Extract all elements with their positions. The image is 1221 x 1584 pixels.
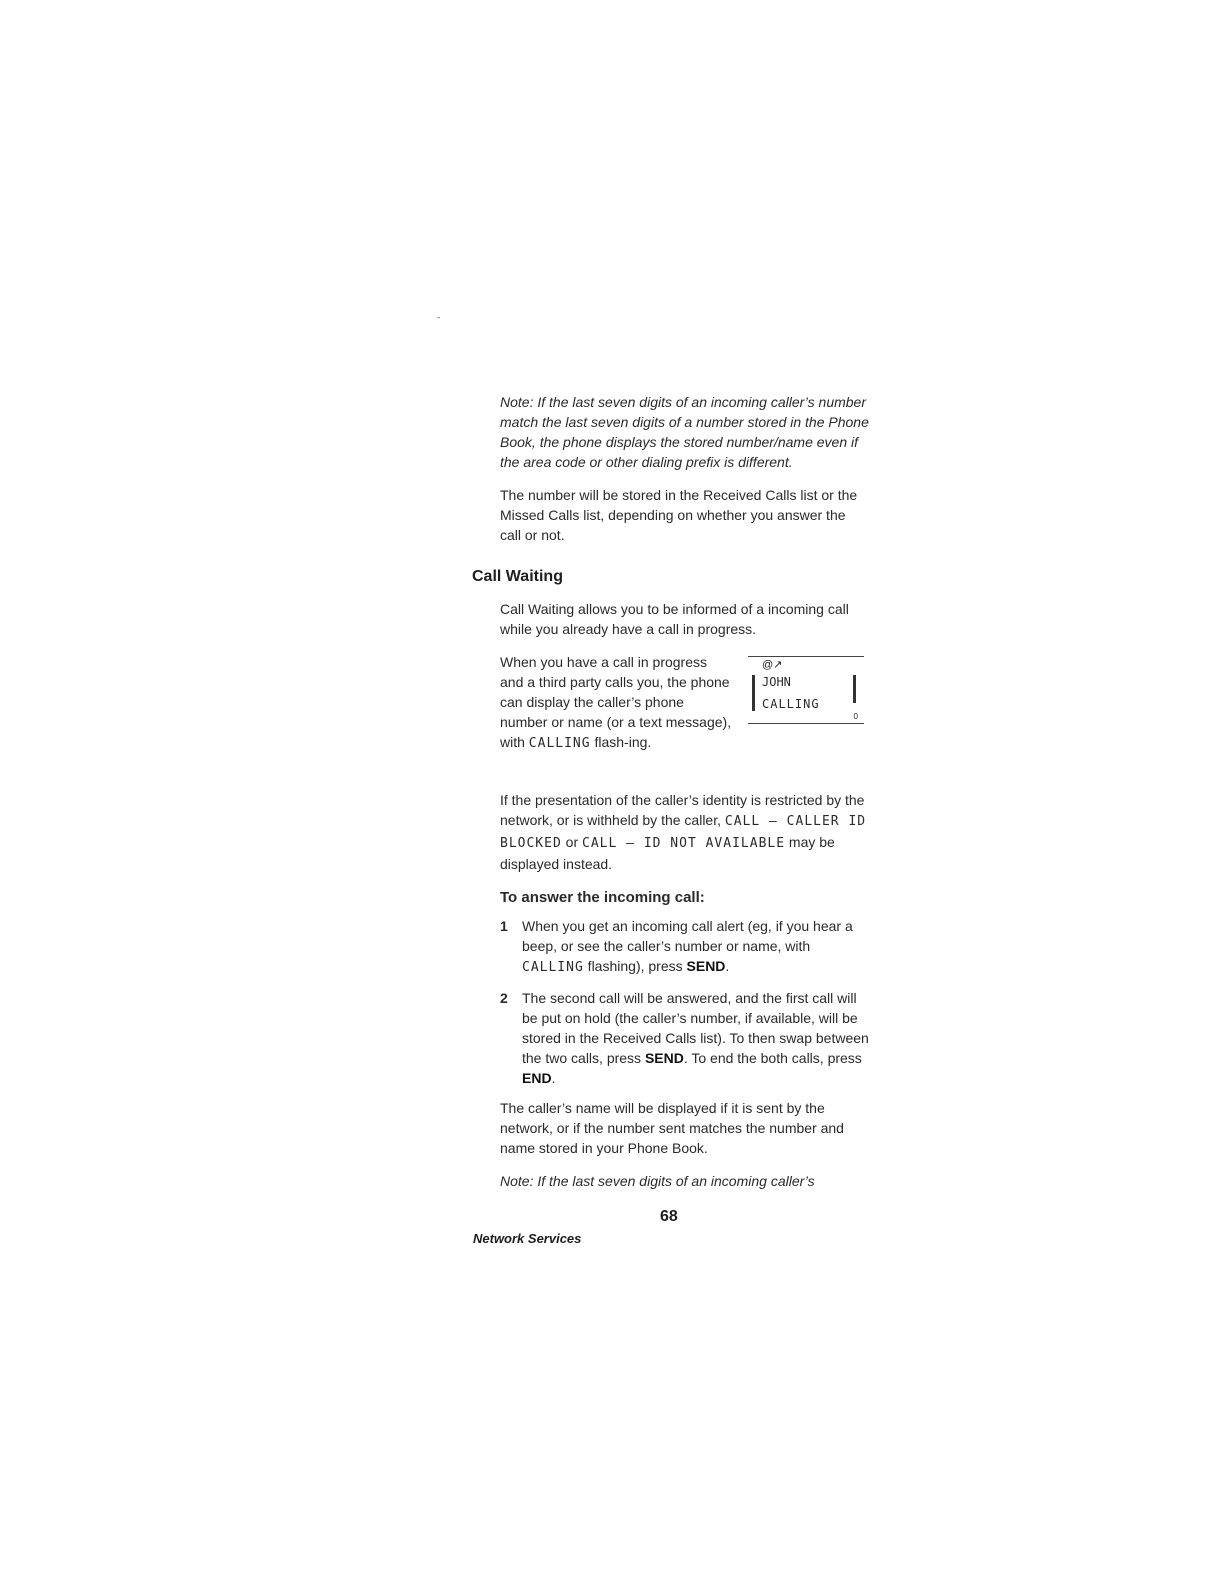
note-top: Note: If the last seven digits of an incoming caller’s number match the last seven digits of a number stored in the Phone Book, the phone displays the stored number/name even if the area code or other dialing prefix is different. bbox=[500, 394, 869, 470]
step-text-before: When you get an incoming call alert (eg, if you hear a beep, or see the caller’s number or name, with bbox=[522, 918, 853, 954]
display-caller-name: JOHN bbox=[762, 675, 791, 689]
page-number: 68 bbox=[660, 1208, 678, 1225]
scan-mark bbox=[437, 317, 440, 318]
step-number: 2 bbox=[500, 990, 508, 1006]
restricted-text-before: If the presentation of the caller’s identity is restricted by the network, or is withheld by the caller, bbox=[500, 792, 865, 828]
paragraph-stored-calls: The number will be stored in the Received Calls list or the Missed Calls list, depending on whether you answer the call or not. bbox=[500, 487, 858, 543]
display-text-before: When you have a call in progress and a third party calls you, the phone can display the caller’s phone number or name (or a text message), with bbox=[500, 654, 732, 750]
key-end: END bbox=[522, 1070, 552, 1086]
restricted-or: or bbox=[561, 834, 583, 850]
display-corner-mark: 0 bbox=[853, 712, 858, 721]
display-bracket-left bbox=[752, 675, 755, 711]
footer-section-title: Network Services bbox=[473, 1231, 582, 1246]
step-text-after: . bbox=[725, 958, 730, 974]
display-text-after: flash-ing. bbox=[590, 734, 652, 750]
key-send: SEND bbox=[644, 1050, 684, 1066]
paragraph-display-caller bbox=[500, 652, 732, 754]
display-explanation bbox=[500, 652, 870, 780]
paragraph-caller-name: The caller’s name will be displayed if it is sent by the network, or if the number sent matches the number and name stored in your Phone Book. bbox=[500, 1100, 844, 1156]
sub-heading-answer-call: To answer the incoming call: bbox=[500, 889, 705, 906]
section-heading-call-waiting: Call Waiting bbox=[472, 568, 563, 585]
key-send: SEND bbox=[686, 958, 726, 974]
step-text-mid: . To end the both calls, press bbox=[683, 1050, 862, 1066]
lcd-calling-word: CALLING bbox=[528, 736, 591, 751]
lcd-caller-id-blocked: CALL – CALLER ID BLOCKED bbox=[500, 814, 867, 851]
paragraph-restricted-identity bbox=[500, 790, 870, 874]
note-bottom: Note: If the last seven digits of an incoming caller’s bbox=[500, 1173, 815, 1189]
step-item bbox=[500, 988, 870, 1088]
lcd-id-not-available: CALL – ID NOT AVAILABLE bbox=[582, 836, 786, 851]
display-bracket-right bbox=[853, 675, 856, 703]
phone-display-illustration bbox=[748, 656, 864, 724]
lcd-calling-word: CALLING bbox=[522, 960, 584, 975]
step-text-after: . bbox=[551, 1070, 556, 1086]
display-calling-text: CALLING bbox=[762, 697, 820, 711]
step-item bbox=[500, 916, 870, 978]
step-text-mid: flashing), press bbox=[583, 958, 687, 974]
page-content bbox=[472, 392, 870, 1204]
step-text-before: The second call will be answered, and the first call will be put on hold (the caller’s number, if available, will be stored in the Received Calls list). To then swap between the two calls, press bbox=[522, 990, 869, 1066]
paragraph-call-waiting-intro: Call Waiting allows you to be informed of a incoming call while you already have a call in progress. bbox=[500, 601, 849, 637]
signal-status-icon: @↗ bbox=[762, 659, 783, 671]
answer-steps-list bbox=[500, 916, 870, 1088]
step-number: 1 bbox=[500, 918, 508, 934]
restricted-text-after: may be displayed instead. bbox=[500, 834, 835, 872]
